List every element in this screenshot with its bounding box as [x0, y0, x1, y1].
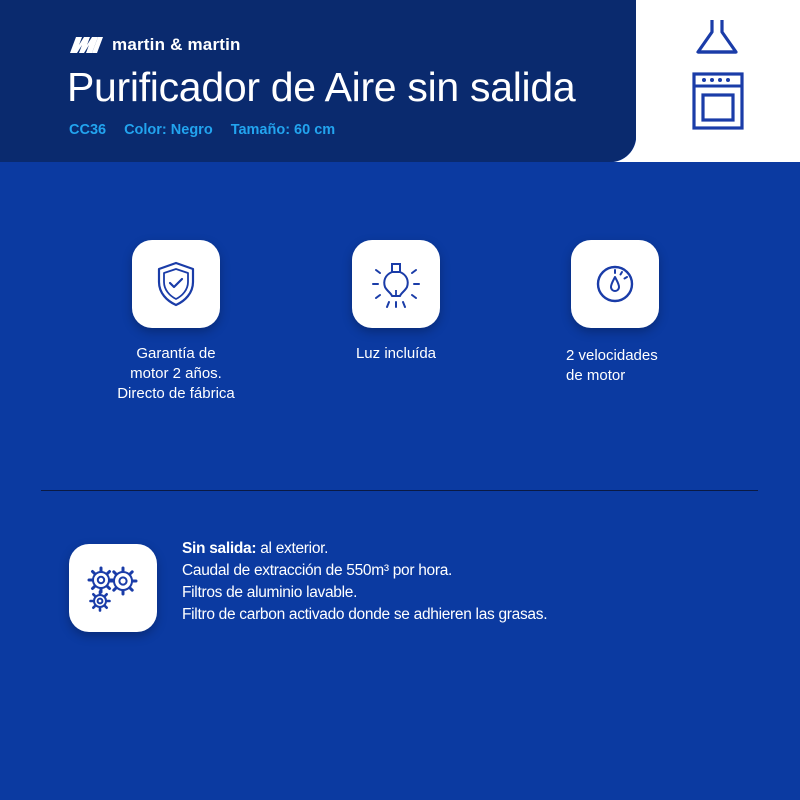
spec-lead-rest: al exterior.: [256, 540, 329, 557]
spec-line: Filtro de carbon activado donde se adhieren las grasas.: [182, 606, 548, 623]
feature-icon-card: [352, 240, 440, 328]
feature-line: 2 velocidades: [566, 347, 658, 364]
spec-line: [182, 538, 547, 560]
spec-line: Filtros de aluminio lavable.: [182, 584, 358, 601]
page-title: Purificador de Aire sin salida: [67, 64, 576, 110]
spec-list: [182, 538, 547, 626]
product-code: CC36: [69, 122, 107, 138]
product-size: Tamaño: 60 cm: [230, 122, 336, 138]
gears-icon: [85, 564, 141, 612]
feature-speeds: [525, 240, 705, 386]
product-color: Color: Negro: [124, 122, 213, 138]
section-divider: [41, 490, 758, 491]
spec-lead-bold: Sin salida:: [182, 540, 257, 557]
spec-icon-card: [69, 544, 157, 632]
product-meta: [69, 122, 335, 138]
light-bulb-icon: [371, 260, 421, 308]
feature-line: de motor: [566, 367, 626, 384]
feature-text: [306, 344, 486, 364]
feature-line: Luz incluída: [355, 345, 437, 362]
feature-line: Directo de fábrica: [117, 385, 235, 402]
feature-text: [525, 346, 705, 386]
feature-icon-card: [132, 240, 220, 328]
spec-line: Caudal de extracción de 550m³ por hora.: [182, 562, 453, 579]
feature-icon-card: [571, 240, 659, 328]
brand-logo-icon: [68, 33, 104, 57]
brand: [68, 33, 241, 57]
brand-name: martin & martin: [112, 35, 241, 54]
feature-line: motor 2 años.: [130, 365, 222, 382]
speed-dial-icon: [593, 262, 637, 306]
shield-check-icon: [154, 260, 198, 308]
oven-icon: [692, 72, 744, 130]
header-banner: [0, 0, 636, 162]
feature-light: [306, 240, 486, 364]
range-hood-icon: [694, 18, 740, 58]
feature-text: [86, 344, 266, 404]
feature-line: Garantía de: [136, 345, 216, 362]
feature-warranty: [86, 240, 266, 404]
